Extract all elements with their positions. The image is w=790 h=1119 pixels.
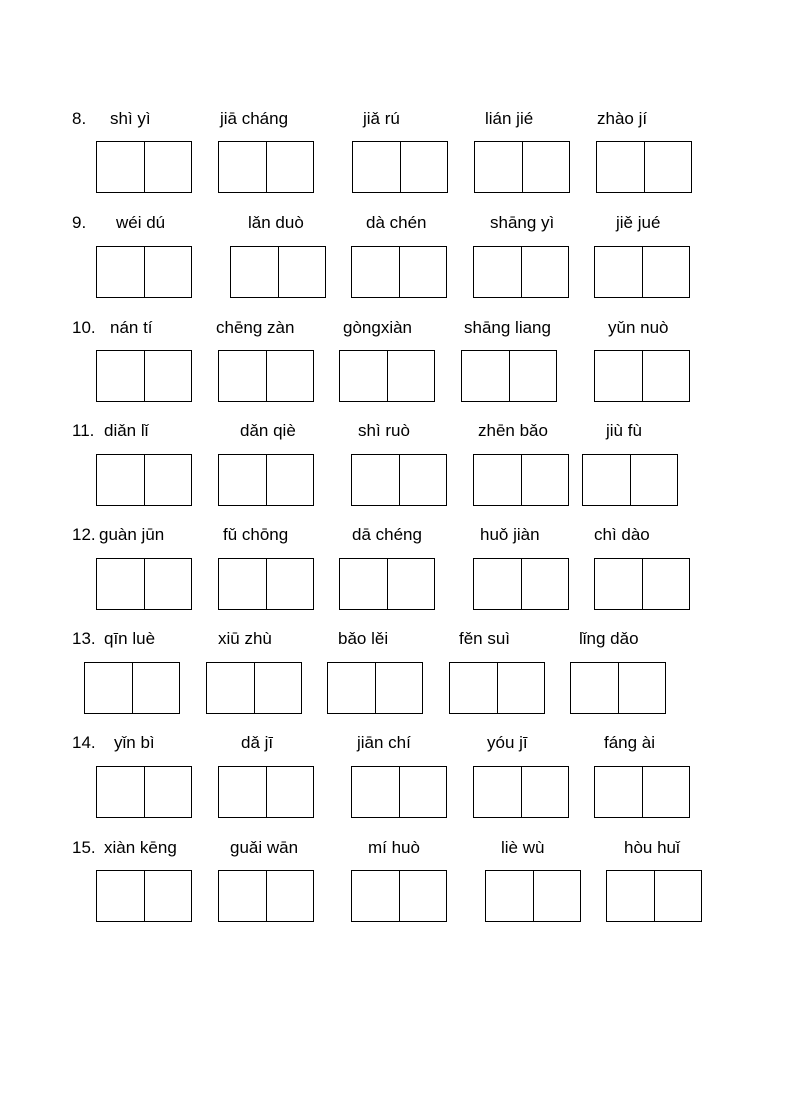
pinyin-prompt: chì dào (594, 525, 650, 544)
character-cell[interactable] (375, 663, 423, 713)
character-cell[interactable] (618, 663, 666, 713)
exercise-number: 13. (72, 629, 96, 648)
character-answer-box[interactable] (351, 870, 447, 922)
character-cell[interactable] (474, 767, 521, 817)
character-cell[interactable] (400, 142, 448, 192)
character-cell[interactable] (387, 559, 435, 609)
pinyin-prompt: yǐn bì (114, 733, 155, 752)
character-cell[interactable] (521, 455, 569, 505)
character-cell[interactable] (597, 142, 644, 192)
character-answer-box[interactable] (84, 662, 180, 714)
character-answer-box[interactable] (218, 558, 314, 610)
character-answer-box[interactable] (596, 141, 692, 193)
character-cell[interactable] (132, 663, 180, 713)
character-cell[interactable] (266, 767, 314, 817)
character-cell[interactable] (583, 455, 630, 505)
pinyin-prompt: zhēn bǎo (478, 421, 548, 440)
character-cell[interactable] (630, 455, 678, 505)
character-answer-box[interactable] (594, 558, 690, 610)
character-answer-box[interactable] (96, 766, 192, 818)
exercise-number: 15. (72, 838, 96, 857)
character-cell[interactable] (475, 142, 522, 192)
character-cell[interactable] (219, 767, 266, 817)
pinyin-prompt: dā chéng (352, 525, 422, 544)
character-cell[interactable] (144, 142, 192, 192)
pinyin-prompt: shāng yì (490, 213, 555, 232)
pinyin-prompt: yǔn nuò (608, 318, 669, 337)
character-cell[interactable] (533, 871, 581, 921)
character-cell[interactable] (278, 247, 326, 297)
pinyin-prompt: guàn jūn (99, 525, 165, 544)
character-answer-box[interactable] (570, 662, 666, 714)
character-cell[interactable] (144, 455, 192, 505)
pinyin-prompt: dǎ jī (241, 733, 274, 752)
character-cell[interactable] (97, 142, 144, 192)
character-cell[interactable] (352, 455, 399, 505)
pinyin-prompt: qīn luè (104, 629, 156, 648)
character-cell[interactable] (595, 767, 642, 817)
character-answer-box[interactable] (351, 454, 447, 506)
character-answer-box[interactable] (473, 454, 569, 506)
character-answer-box[interactable] (351, 766, 447, 818)
character-cell[interactable] (266, 142, 314, 192)
character-answer-box[interactable] (594, 766, 690, 818)
pinyin-prompt: jiā cháng (220, 109, 289, 128)
character-cell[interactable] (266, 871, 314, 921)
character-cell[interactable] (450, 663, 497, 713)
character-cell[interactable] (399, 247, 447, 297)
character-cell[interactable] (387, 351, 435, 401)
character-cell[interactable] (352, 767, 399, 817)
character-answer-box[interactable] (485, 870, 581, 922)
pinyin-prompt: shì ruò (358, 421, 410, 440)
character-cell[interactable] (654, 871, 702, 921)
pinyin-prompt: liè wù (501, 838, 545, 857)
character-cell[interactable] (266, 351, 314, 401)
character-answer-box[interactable] (218, 350, 314, 402)
pinyin-prompt: mí huò (368, 838, 420, 857)
character-cell[interactable] (642, 767, 690, 817)
character-cell[interactable] (399, 455, 447, 505)
character-cell[interactable] (486, 871, 533, 921)
pinyin-prompt: lián jié (485, 109, 534, 128)
pinyin-prompt: fáng ài (604, 733, 656, 752)
character-cell[interactable] (497, 663, 545, 713)
character-cell[interactable] (509, 351, 557, 401)
character-cell[interactable] (522, 142, 570, 192)
character-cell[interactable] (399, 871, 447, 921)
character-answer-box[interactable] (351, 246, 447, 298)
pinyin-prompt: jiě jué (616, 213, 661, 232)
character-cell[interactable] (642, 559, 690, 609)
character-answer-box[interactable] (327, 662, 423, 714)
character-cell[interactable] (521, 559, 569, 609)
pinyin-prompt: xiū zhù (218, 629, 272, 648)
character-cell[interactable] (521, 247, 569, 297)
character-answer-box[interactable] (206, 662, 302, 714)
character-cell[interactable] (474, 559, 521, 609)
pinyin-prompt: wéi dú (116, 213, 166, 232)
character-answer-box[interactable] (218, 870, 314, 922)
pinyin-prompt: zhào jí (597, 109, 648, 128)
pinyin-prompt: diǎn lǐ (104, 421, 149, 440)
exercise-number: 9. (72, 213, 87, 232)
pinyin-prompt: shì yì (110, 109, 151, 128)
character-cell[interactable] (340, 559, 387, 609)
pinyin-prompt: fǔ chōng (223, 525, 289, 544)
character-cell[interactable] (266, 455, 314, 505)
character-cell[interactable] (595, 351, 642, 401)
pinyin-prompt: lǐng dǎo (579, 629, 639, 648)
pinyin-prompt: lǎn duò (248, 213, 304, 232)
character-cell[interactable] (462, 351, 509, 401)
character-answer-box[interactable] (96, 870, 192, 922)
pinyin-prompt: guǎi wān (230, 838, 299, 857)
pinyin-prompt: jiù fù (606, 421, 642, 440)
pinyin-prompt: hòu huǐ (624, 838, 680, 857)
character-answer-box[interactable] (473, 766, 569, 818)
character-cell[interactable] (595, 247, 642, 297)
character-answer-box[interactable] (96, 350, 192, 402)
character-cell[interactable] (644, 142, 692, 192)
pinyin-prompt: fěn suì (459, 629, 511, 648)
exercise-number: 11. (72, 421, 95, 440)
exercise-number: 8. (72, 109, 87, 128)
character-answer-box[interactable] (339, 558, 435, 610)
character-cell[interactable] (144, 559, 192, 609)
character-cell[interactable] (607, 871, 654, 921)
character-cell[interactable] (144, 767, 192, 817)
pinyin-prompt: gòngxiàn (343, 318, 413, 337)
character-answer-box[interactable] (461, 350, 557, 402)
character-answer-box[interactable] (473, 246, 569, 298)
character-cell[interactable] (571, 663, 618, 713)
character-answer-box[interactable] (606, 870, 702, 922)
pinyin-prompt: jiān chí (357, 733, 411, 752)
character-answer-box[interactable] (449, 662, 545, 714)
character-cell[interactable] (353, 142, 400, 192)
character-cell[interactable] (474, 247, 521, 297)
character-answer-box[interactable] (473, 558, 569, 610)
pinyin-prompt: chēng zàn (216, 318, 295, 337)
character-cell[interactable] (219, 142, 266, 192)
character-answer-box[interactable] (594, 246, 690, 298)
character-cell[interactable] (352, 247, 399, 297)
character-cell[interactable] (595, 559, 642, 609)
character-answer-box[interactable] (594, 350, 690, 402)
character-cell[interactable] (474, 455, 521, 505)
character-cell[interactable] (219, 455, 266, 505)
pinyin-prompt: jiǎ rú (363, 109, 400, 128)
character-cell[interactable] (97, 559, 144, 609)
character-cell[interactable] (340, 351, 387, 401)
pinyin-prompt: bǎo lěi (338, 629, 389, 648)
character-answer-box[interactable] (474, 141, 570, 193)
character-cell[interactable] (328, 663, 375, 713)
character-cell[interactable] (399, 767, 447, 817)
character-cell[interactable] (219, 871, 266, 921)
character-cell[interactable] (97, 455, 144, 505)
exercise-number: 14. (72, 733, 96, 752)
character-cell[interactable] (642, 247, 690, 297)
character-cell[interactable] (85, 663, 132, 713)
character-cell[interactable] (254, 663, 302, 713)
character-answer-box[interactable] (96, 454, 192, 506)
character-answer-box[interactable] (218, 454, 314, 506)
exercise-number: 12. (72, 525, 96, 544)
character-answer-box[interactable] (582, 454, 678, 506)
character-cell[interactable] (266, 559, 314, 609)
pinyin-prompt: xiàn kēng (104, 838, 177, 857)
character-answer-box[interactable] (352, 141, 448, 193)
character-cell[interactable] (521, 767, 569, 817)
pinyin-prompt: dà chén (366, 213, 427, 232)
character-cell[interactable] (97, 351, 144, 401)
pinyin-prompt: yóu jī (487, 733, 528, 752)
pinyin-prompt: huǒ jiàn (480, 525, 540, 544)
character-cell[interactable] (97, 767, 144, 817)
character-cell[interactable] (144, 351, 192, 401)
character-cell[interactable] (97, 247, 144, 297)
character-cell[interactable] (144, 247, 192, 297)
exercise-number: 10. (72, 318, 96, 337)
pinyin-prompt: dǎn qiè (240, 421, 296, 440)
character-cell[interactable] (642, 351, 690, 401)
character-cell[interactable] (144, 871, 192, 921)
character-cell[interactable] (352, 871, 399, 921)
character-answer-box[interactable] (218, 141, 314, 193)
character-answer-box[interactable] (96, 558, 192, 610)
character-answer-box[interactable] (339, 350, 435, 402)
character-answer-box[interactable] (218, 766, 314, 818)
pinyin-prompt: shāng liang (464, 318, 551, 337)
character-answer-box[interactable] (96, 141, 192, 193)
character-answer-box[interactable] (230, 246, 326, 298)
character-cell[interactable] (219, 559, 266, 609)
character-answer-box[interactable] (96, 246, 192, 298)
character-cell[interactable] (97, 871, 144, 921)
character-cell[interactable] (207, 663, 254, 713)
character-cell[interactable] (231, 247, 278, 297)
pinyin-prompt: nán tí (110, 318, 153, 337)
character-cell[interactable] (219, 351, 266, 401)
